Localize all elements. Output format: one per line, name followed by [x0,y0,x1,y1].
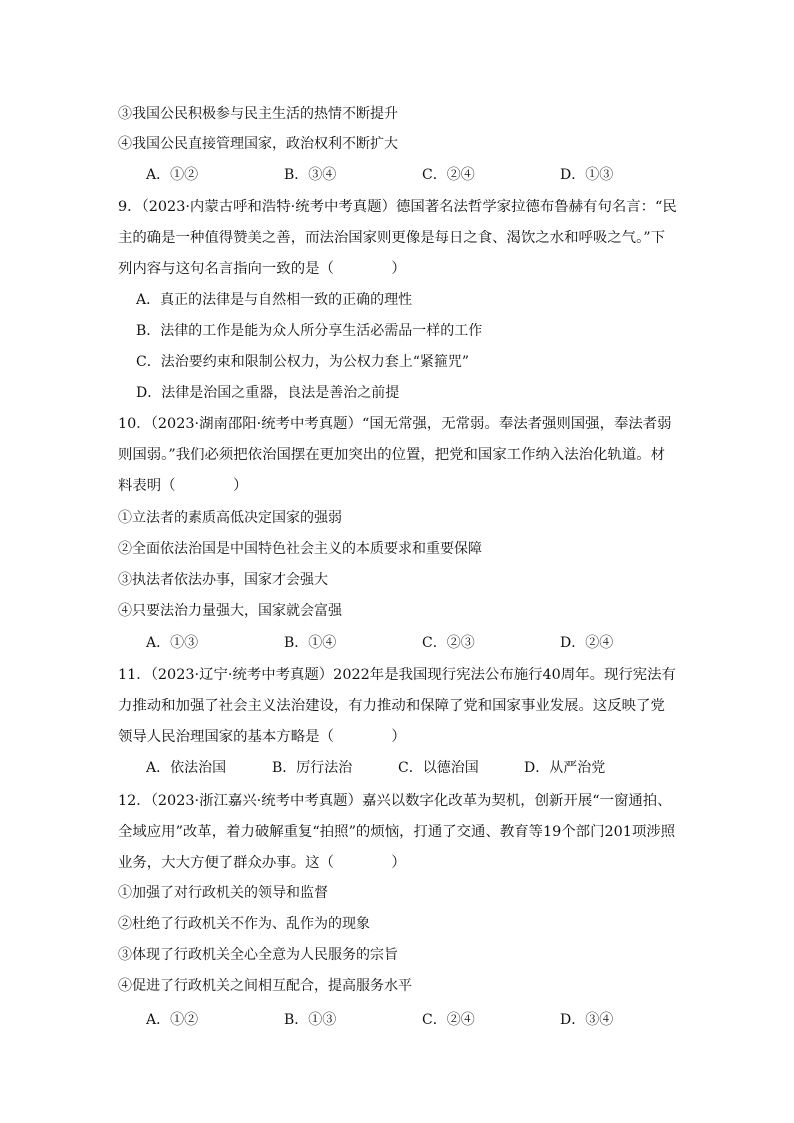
q8-option-c[interactable]: C．②④ [422,167,475,183]
q8-options [146,165,698,185]
q9-option-d[interactable]: D．法律是治国之重器，良法是善治之前提 [136,385,400,401]
q11-stem: 11．（2023·辽宁·统考中考真题）2022年是我国现行宪法公布施行40周年。现行宪法有力推动和加强了社会主义法治建设，有力推动和保障了党和国家事业发展。这反映了党领导人民治理国家的基本方略是（ ） [118,667,676,745]
q10-option-c[interactable]: C．②③ [422,635,475,651]
q12-option-a[interactable]: A．①② [146,1012,199,1028]
q12-option-b[interactable]: B．①③ [284,1012,337,1028]
q8-item-3: ③我国公民积极参与民主生活的热情不断提升 [118,106,398,122]
q9-option-a[interactable]: A．真正的法律是与自然相一致的正确的理性 [136,292,413,308]
q10-item-1: ①立法者的素质高低决定国家的强弱 [118,510,342,526]
q12-option-d[interactable]: D．③④ [560,1012,614,1028]
q11-option-d[interactable]: D．从严治党 [524,760,606,776]
q9-option-b[interactable]: B．法律的工作是能为众人所分享生活必需品一样的工作 [136,323,483,339]
q10-option-a[interactable]: A．①③ [146,635,199,651]
q8-item-4: ④我国公民直接管理国家，政治权利不断扩大 [118,136,398,152]
q12-item-1: ①加强了对行政机关的领导和监督 [118,885,328,901]
q10-item-4: ④只要法治力量强大，国家就会富强 [118,603,342,619]
q12-item-3: ③体现了行政机关全心全意为人民服务的宗旨 [118,947,398,963]
q10-item-3: ③执法者依法办事，国家才会强大 [118,572,328,588]
q12-item-4: ④促进了行政机关之间相互配合，提高服务水平 [118,978,412,994]
q9-stem: 9．（2023·内蒙古呼和浩特·统考中考真题）德国著名法哲学家拉德布鲁赫有句名言：“民主的确是一种值得赞美之善，而法治国家则更像是每日之食、渴饮之水和呼吸之气。”下列内容与这句名言指向一致的是（ ） [118,199,677,277]
q12-item-2: ②杜绝了行政机关不作为、乱作为的现象 [118,916,370,932]
q8-option-a[interactable]: A．①② [146,167,199,183]
q12-options [146,1010,698,1030]
q8-option-d[interactable]: D．①③ [560,167,614,183]
q10-options [146,633,698,653]
q11-option-c[interactable]: C．以德治国 [398,760,479,776]
q9-option-c[interactable]: C．法治要约束和限制公权力，为公权力套上“紧箍咒” [136,354,470,370]
q12-stem: 12．（2023·浙江嘉兴·统考中考真题）嘉兴以数字化改革为契机，创新开展“一窗通拍、全域应用”改革，着力破解重复“拍照”的烦恼，打通了交通、教育等19个部门201项涉照业务，大大方便了群众办事。这（ ） [118,793,676,871]
q8-option-b[interactable]: B．③④ [284,167,337,183]
q12-option-c[interactable]: C．②④ [422,1012,475,1028]
q10-stem: 10．（2023·湖南邵阳·统考中考真题）“国无常强，无常弱。奉法者强则国强，奉法者弱则国弱。”我们必须把依治国摆在更加突出的位置，把党和国家工作纳入法治化轨道。材料表明（ ） [118,416,672,494]
q10-option-b[interactable]: B．①④ [284,635,337,651]
q10-option-d[interactable]: D．②④ [560,635,614,651]
q11-options [146,758,650,778]
q11-option-a[interactable]: A．依法治国 [146,760,227,776]
q11-option-b[interactable]: B．厉行法治 [272,760,353,776]
q10-item-2: ②全面依法治国是中国特色社会主义的本质要求和重要保障 [118,541,482,557]
